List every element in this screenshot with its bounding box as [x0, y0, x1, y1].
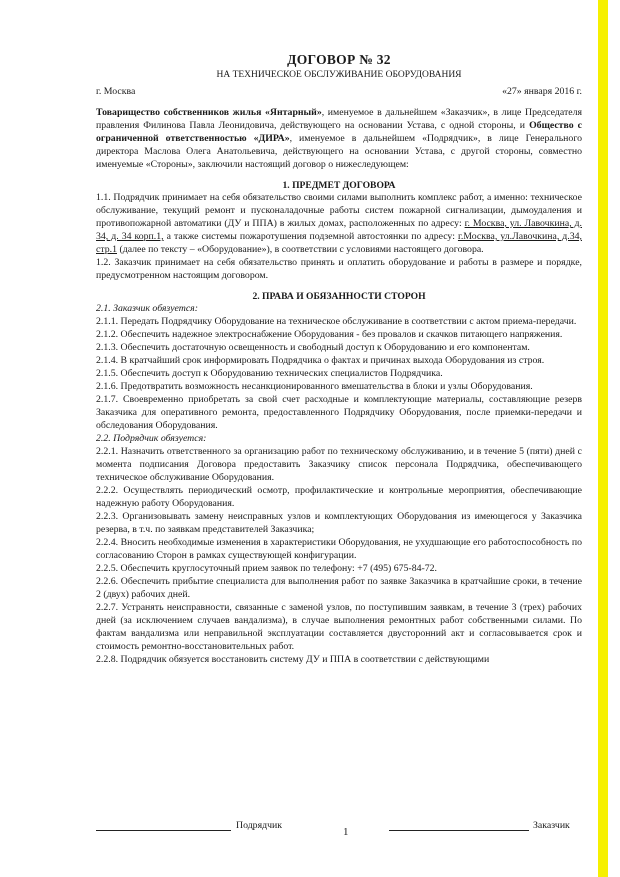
- clause-2-1-6: 2.1.6. Предотвратить возможность несанкционированного вмешательства в блоки и узлы Оборудования.: [96, 381, 533, 392]
- preamble: [96, 106, 582, 171]
- clause-1-2: 1.2. Заказчик принимает на себя обязательство принять и оплатить оборудование и работы в размере и порядке, предусмотренном настоящим договором.: [96, 257, 582, 281]
- clause-2-2-6: 2.2.6. Обеспечить прибытие специалиста для выполнения работ по заявке Заказчика в кратчайшие сроки, в течение 2 (двух) рабочих дней.: [96, 576, 582, 600]
- section-2-title: 2. ПРАВА И ОБЯЗАННОСТИ СТОРОН: [252, 291, 426, 302]
- contract-subtitle: НА ТЕХНИЧЕСКОЕ ОБСЛУЖИВАНИЕ ОБОРУДОВАНИЯ: [216, 70, 462, 80]
- clause-1-1-text-a: 1.1. Подрядчик принимает на себя обязательство своими силами выполнить комплекс работ, а именно: техническое обслуживание, текущий ремонт и пусконаладочные работы систем пожарной сигнализации, дымоудаления и противопожарной автоматики (ДУ и ППА) в жилых домах, расположенных по адресу:: [96, 192, 582, 229]
- place-date-row: [96, 86, 582, 97]
- contractor-label: Подрядчик: [236, 820, 282, 831]
- clause-1-1-address-1: г. Москва, ул. Лавочкина, д. 34, д. 34 корп.1,: [96, 218, 582, 242]
- yellow-margin-bar: [598, 0, 608, 877]
- customer-label: Заказчик: [533, 820, 570, 831]
- clause-2-1-5: 2.1.5. Обеспечить доступ к Оборудованию технических специалистов Подрядчика.: [96, 368, 443, 379]
- clause-1-1-address-2: г.Москва, ул.Лавочкина, д.34, стр.1: [96, 231, 582, 255]
- clause-1-1: [96, 191, 582, 256]
- contract-city: г. Москва: [96, 86, 136, 97]
- clause-2-1-4: 2.1.4. В кратчайший срок информировать Подрядчика о фактах и причинах выхода Оборудования из строя.: [96, 355, 545, 366]
- clause-1-1-text-c: (далее по тексту – «Оборудование»), в соответствии с условиями настоящего договора.: [117, 244, 484, 255]
- clause-2-2-4: 2.2.4. Вносить необходимые изменения в характеристики Оборудования, не ухудшающие его работоспособность по согласованию Сторон в рамках существующей конфигурации.: [96, 537, 582, 561]
- clause-2-2-3: 2.2.3. Организовывать замену неисправных узлов и комплектующих Оборудования из имеющегося у Заказчика резерва, в т.ч. по заявкам представителей Заказчика;: [96, 511, 582, 535]
- clause-2-2-2: 2.2.2. Осуществлять периодический осмотр, профилактические и контрольные мероприятия, обеспечивающие надежную работу Оборудования.: [96, 485, 582, 509]
- preamble-text-2: , именуемое в дальнейшем «Подрядчик», в лице Генерального директора Маслова Олега Анатольевича, действующего на основании Устава, с другой стороны, совместно именуемые «Стороны», заключили настоящий договор о нижеследующем:: [96, 133, 582, 170]
- clause-2-2-5: 2.2.5. Обеспечить круглосуточный прием заявок по телефону: +7 (495) 675-84-72.: [96, 563, 438, 574]
- contract-date: «27» января 2016 г.: [502, 86, 582, 97]
- contractor-signature-line: [96, 830, 231, 831]
- signature-footer: [96, 820, 582, 840]
- party1-name: Товарищество собственников жилья «Янтарный»: [96, 107, 322, 118]
- clause-2-1-2: 2.1.2. Обеспечить надежное электроснабжение Оборудования - без провалов и скачков питающего напряжения.: [96, 329, 563, 340]
- clause-2-1-3: 2.1.3. Обеспечить достаточную освещенность и свободный доступ к Оборудованию и его компонентам.: [96, 342, 530, 353]
- preamble-text-1: , именуемое в дальнейшем «Заказчик», в лице Председателя правления Филинова Павла Леонидовича, действующего на основании Устава, с одной стороны, и: [96, 107, 582, 131]
- customer-signature-line: [389, 830, 529, 831]
- page-number: 1: [343, 826, 349, 838]
- clause-2-1: 2.1. Заказчик обязуется:: [96, 303, 198, 314]
- party2-name: Общество с ограниченной ответственностью «ДИРА»: [96, 120, 582, 144]
- document-page: [96, 52, 582, 666]
- clause-1-1-text-b: а также системы пожаротушения подземной автостоянки по адресу:: [163, 231, 458, 242]
- clause-2-2-7: 2.2.7. Устранять неисправности, связанные с заменой узлов, по поступившим заявкам, в течение 3 (трех) рабочих дней (за исключением случаев вандализма), в случае выполнения ремонтных работ собственными силами. По фактам вандализма или неправильной эксплуатации составляется двусторонний акт и согласовывается срок и стоимость ремонтно-восстановительных работ.: [96, 602, 582, 652]
- clause-2-1-1: 2.1.1. Передать Подрядчику Оборудование на техническое обслуживание в соответствии с актом приема-передачи.: [96, 316, 577, 327]
- clause-2-2-1: 2.2.1. Назначить ответственного за организацию работ по техническому обслуживанию, и в течение 5 (пяти) дней с момента подписания Договора предоставить Заказчику список персонала Подрядчика, обеспечивающего техническое обслуживание Оборудования.: [96, 446, 582, 483]
- contract-title: ДОГОВОР № 32: [287, 52, 391, 67]
- clause-2-1-7: 2.1.7. Своевременно приобретать за свой счет расходные и комплектующие материалы, составляющие резерв Заказчика для оперативного ремонта, предоставленного Подрядчику Оборудования, после приемки-передачи и обследования Оборудования.: [96, 394, 582, 431]
- clause-2-2-8: 2.2.8. Подрядчик обязуется восстановить систему ДУ и ППА в соответствии с действующими: [96, 654, 490, 665]
- clause-2-2: 2.2. Подрядчик обязуется:: [96, 433, 207, 444]
- section-1-title: 1. ПРЕДМЕТ ДОГОВОРА: [282, 180, 396, 191]
